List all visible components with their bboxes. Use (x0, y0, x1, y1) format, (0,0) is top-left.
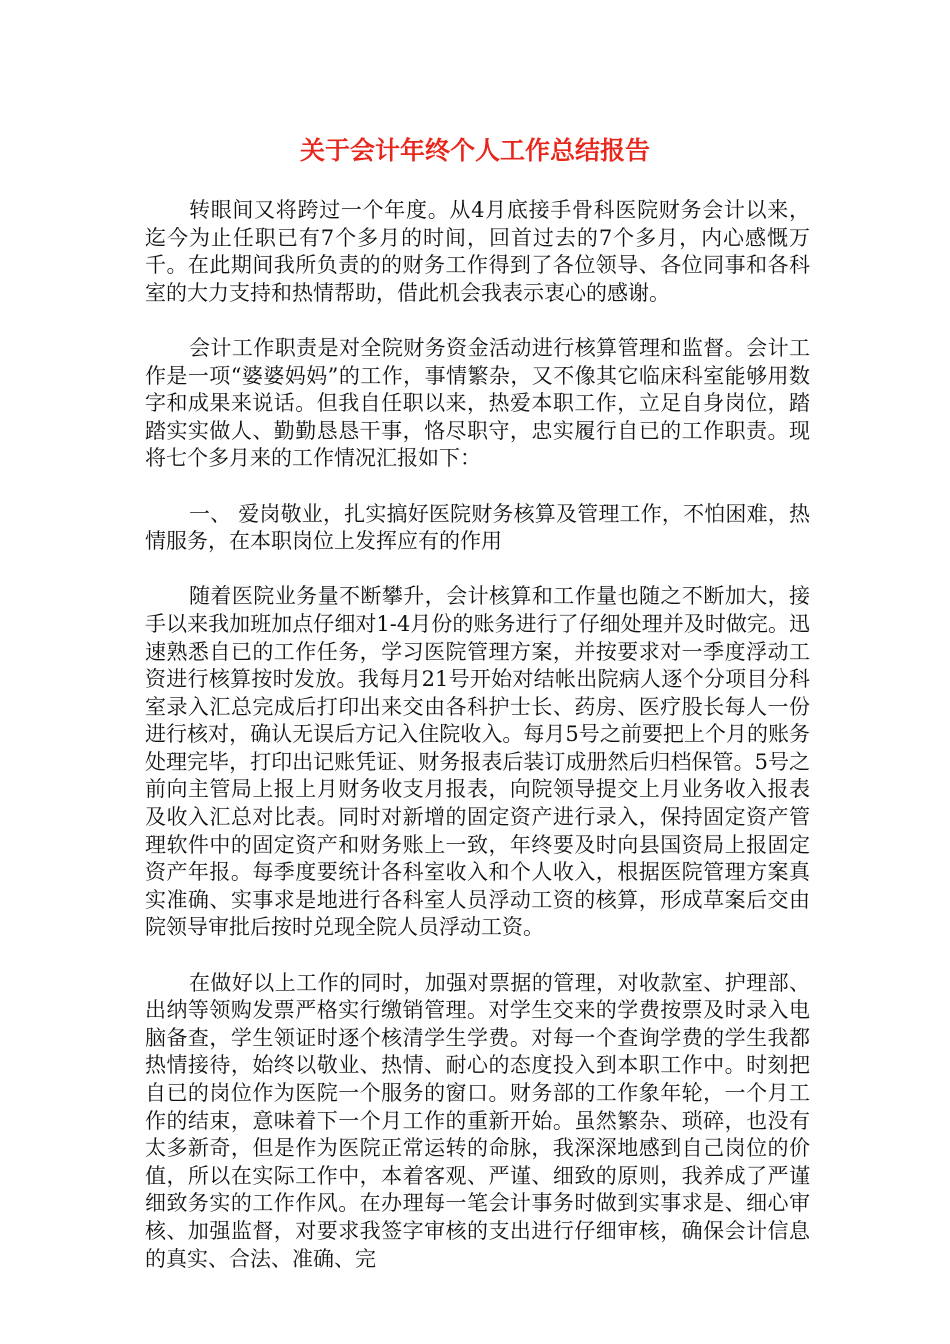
paragraph-accounting-work: 随着医院业务量不断攀升，会计核算和工作量也随之不断加大，接手以来我加班加点仔细对1-4月份的账务进行了仔细处理并及时做完。迅速熟悉自已的工作任务，学习医院管理方案，并按要求对一季度浮动工资进行核算按时发放。我每月21号开始对结帐出院病人逐个分项目分科室录入汇总完成后打印出来交由各科护士长、药房、医疗股长每人一份进行核对，确认无误后方记入住院收入。每月5号之前要把上个月的账务处理完毕，打印出记账凭证、财务报表后装订成册然后归档保管。5号之前向主管局上报上月财务收支月报表，向院领导提交上月业务收入报表及收入汇总对比表。同时对新增的固定资产进行录入，保持固定资产管理软件中的固定资产和财务账上一致，年终要及时向县国资局上报固定资产年报。每季度要统计各科室收入和个人收入，根据医院管理方案真实准确、实事求是地进行各科室人员浮动工资的核算，形成草案后交由院领导审批后按时兑现全院人员浮动工资。 (145, 584, 810, 940)
section-heading-1: 一、 爱岗敬业，扎实搞好医院财务核算及管理工作，不怕困难，热情服务，在本职岗位上发挥应有的作用 (145, 501, 810, 554)
document-title: 关于会计年终个人工作总结报告 (299, 136, 650, 165)
paragraph-intro: 转眼间又将跨过一个年度。从4月底接手骨科医院财务会计以来，迄今为止任职已有7个多月的时间，回首过去的7个多月，内心感慨万千。在此期间我所负责的的财务工作得到了各位领导、各位同事和各科室的大力支持和热情帮助，借此机会我表示衷心的感谢。 (145, 198, 810, 305)
document-body (145, 197, 810, 1273)
paragraph-invoice-management: 在做好以上工作的同时，加强对票据的管理，对收款室、护理部、出纳等领购发票严格实行缴销管理。对学生交来的学费按票及时录入电脑备查，学生领证时逐个核清学生学费。对每一个查询学费的学生我都热情接待，始终以敬业、热情、耐心的态度投入到本职工作中。时刻把自已的岗位作为医院一个服务的窗口。财务部的工作象年轮，一个月工作的结束，意味着下一个月工作的重新开始。虽然繁杂、琐碎，也没有太多新奇，但是作为医院正常运转的命脉，我深深地感到自己岗位的价值，所以在实际工作中，本着客观、严谨、细致的原则，我养成了严谨细致务实的工作作风。在办理每一笔会计事务时做到实事求是、细心审核、加强监督，对要求我签字审核的支出进行仔细审核，确保会计信息的真实、合法、准确、完 (145, 970, 810, 1271)
paragraph-duties: 会计工作职责是对全院财务资金活动进行核算管理和监督。会计工作是一项“婆婆妈妈”的工作，事情繁杂，又不像其它临床科室能够用数字和成果来说话。但我自任职以来，热爱本职工作，立足自身岗位，踏踏实实做人、勤勤恳恳干事，恪尽职守，忠实履行自已的工作职责。现将七个多月来的工作情况汇报如下： (145, 335, 810, 471)
